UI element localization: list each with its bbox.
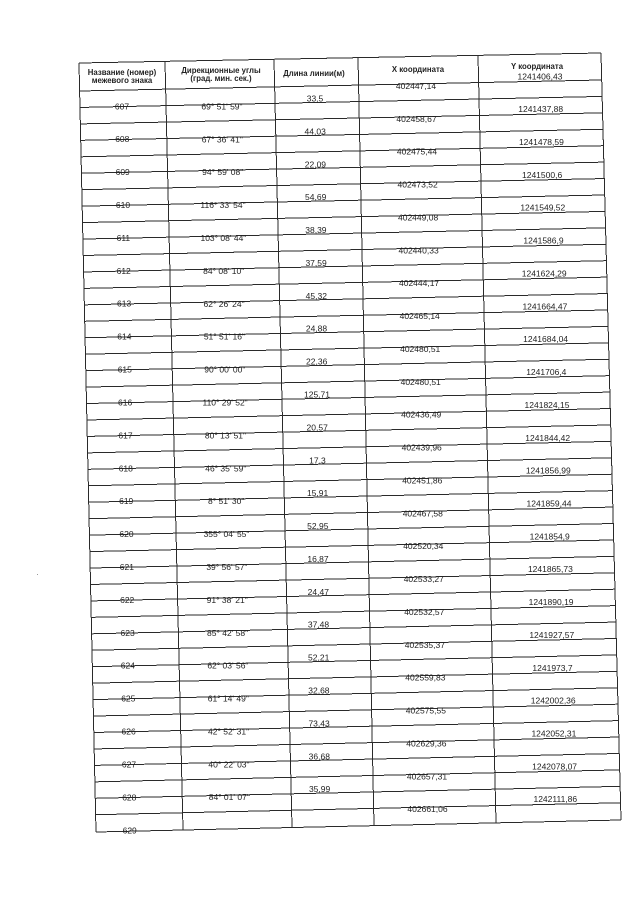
header-x-coordinate: X координата [391,65,445,74]
segment-angle-21: 40° 22' 03" [208,759,250,770]
point-y-616: 1241706,4 [526,367,567,377]
segment-length-12: 17,3 [309,455,326,466]
row-line-20 [87,409,610,420]
table-header [88,62,564,85]
point-x-620: 402467,58 [402,508,443,519]
segment-angle-19: 61° 14' 49" [207,693,249,704]
point-name-621: 621 [119,562,134,572]
segment-length-19: 32,68 [308,685,330,696]
scan-speck [37,574,38,575]
point-name-625: 625 [121,693,136,704]
point-x-627: 402629,36 [406,738,447,749]
point-name-607: 607 [114,101,130,112]
point-name-624: 624 [120,660,135,671]
segment-angle-1: 69° 51' 59" [201,101,243,112]
point-name-628: 628 [122,792,137,803]
segment-length-6: 37,59 [305,257,327,268]
point-x-624: 402535,37 [404,639,445,650]
point-x-612: 402440,33 [398,245,439,256]
header-divider [79,80,601,91]
row-line-16 [85,343,608,354]
row-line-12 [84,277,607,288]
header-name-line-2: межевого знака [91,76,153,85]
row-line-42 [95,770,620,782]
segment-angle-14: 355° 04' 55" [203,529,250,540]
point-name-617: 617 [118,430,133,441]
point-name-615: 615 [117,364,132,375]
row-line-8 [83,211,606,222]
point-y-629: 1242111,86 [533,794,578,805]
point-name-626: 626 [121,726,136,737]
point-name-608: 608 [115,134,130,145]
point-name-612: 612 [116,265,131,276]
segment-length-9: 22,36 [306,356,328,367]
point-y-611: 1241549,52 [520,202,566,213]
point-y-619: 1241856,99 [525,465,571,476]
segment-angle-10: 110° 29' 52" [202,397,248,408]
point-name-629: 629 [122,825,137,836]
row-line-44 [96,803,621,815]
segment-angle-3: 94° 59' 08" [202,167,244,178]
point-name-614: 614 [117,331,132,342]
segment-angle-9: 90° 00' 00" [204,364,246,375]
row-line-34 [92,638,616,650]
point-name-611: 611 [116,232,131,243]
segment-angle-2: 67° 36' 41" [201,134,243,145]
row-line-2 [80,113,602,124]
point-x-611: 402449,08 [398,212,439,223]
point-name-618: 618 [118,463,133,474]
point-y-613: 1241624,29 [521,268,567,279]
point-x-625: 402559,83 [405,672,446,683]
point-y-609: 1241478,59 [518,137,564,147]
header-length: Длина линии(м) [283,69,345,78]
segment-angle-4: 116° 33' 54" [200,200,246,211]
point-x-616: 402480,51 [400,376,441,387]
segment-angle-18: 62° 03' 56" [207,660,249,671]
segment-length-16: 24,47 [307,586,329,597]
row-line-32 [91,606,615,618]
point-x-615: 402480,51 [400,343,441,354]
segment-length-8: 24,88 [305,323,328,334]
segment-angle-20: 42° 52' 31" [208,726,250,737]
segment-length-7: 45,32 [305,290,327,301]
point-y-626: 1242002,36 [530,695,576,706]
point-y-623: 1241890,19 [528,597,574,608]
point-name-620: 620 [119,529,134,540]
point-y-621: 1241854,9 [529,531,570,542]
row-line-30 [91,573,615,585]
point-y-618: 1241844,42 [525,432,571,443]
row-line-18 [86,376,609,387]
point-y-617: 1241824,15 [524,399,570,410]
point-x-618: 402439,96 [401,442,442,453]
point-y-610: 1241500,6 [522,169,563,180]
point-name-609: 609 [115,167,130,178]
point-y-612: 1241586,9 [523,235,564,246]
point-name-616: 616 [118,397,133,408]
point-x-613: 402444,17 [399,278,440,289]
segment-length-11: 20,57 [306,422,328,433]
point-y-628: 1242078,07 [532,761,578,772]
segment-length-5: 38,39 [305,225,327,235]
row-line-40 [94,737,619,749]
point-y-622: 1241865,73 [527,564,573,575]
segment-length-22: 35,99 [308,784,331,795]
point-x-609: 402475,44 [396,146,438,157]
point-x-617: 402436,49 [401,409,442,420]
row-line-24 [88,474,612,486]
point-x-622: 402533,27 [403,574,444,584]
point-x-629: 402661,06 [407,804,448,815]
segment-angle-7: 62° 26' 24" [203,298,245,309]
row-line-10 [83,244,606,255]
segment-length-20: 73,43 [308,718,330,729]
segment-angle-16: 91° 38' 21" [206,594,248,605]
column-line-0 [79,63,96,832]
point-x-623: 402532,57 [404,606,445,617]
point-y-624: 1241927,57 [529,629,575,640]
point-name-627: 627 [121,759,137,770]
point-name-619: 619 [119,496,134,507]
segment-angle-5: 103° 08' 44" [200,233,247,243]
point-x-608: 402458,67 [396,113,437,124]
segment-angle-6: 84° 08' 10" [203,265,245,276]
point-name-622: 622 [120,594,135,605]
point-name-613: 613 [117,298,132,309]
table-body [115,71,577,835]
segment-angle-8: 51° 51' 16" [203,331,245,342]
point-y-625: 1241973,7 [532,662,573,673]
point-name-610: 610 [115,200,131,210]
segment-angle-13: 8° 51' 30" [207,496,245,507]
segment-length-2: 44,03 [304,126,326,137]
segment-angle-22: 84° 01' 07" [208,792,250,803]
point-y-608: 1241437,88 [518,104,564,115]
header-angle-line-2: (град. мин. сек.) [190,74,252,83]
segment-length-21: 36,68 [308,751,330,762]
row-line-26 [89,507,613,519]
point-x-628: 402657,31 [406,771,448,782]
table-bottom-border [96,820,621,832]
segment-length-3: 22,09 [304,159,327,170]
row-line-14 [85,310,608,321]
segment-length-18: 52,21 [308,652,330,663]
segment-angle-17: 85° 42' 58" [207,627,249,638]
point-y-620: 1241859,44 [526,498,572,509]
point-y-614: 1241664,47 [522,301,568,312]
segment-length-4: 54,69 [305,192,327,203]
segment-length-17: 37,48 [307,619,330,630]
header-y-coordinate: Y координата [510,62,564,71]
segment-length-15: 16,87 [307,553,329,564]
segment-length-1: 33,5 [306,93,324,104]
point-x-619: 402451,86 [402,475,443,486]
header-angle-line-1: Дирекционные углы [181,66,261,75]
header-name-line-1: Название (номер) [87,68,157,77]
row-line-22 [88,441,612,452]
point-name-623: 623 [120,627,135,638]
point-y-607: 1241406,43 [517,71,563,82]
row-line-38 [93,704,618,716]
point-y-627: 1242052,31 [531,728,577,739]
segment-length-13: 15,91 [306,488,329,499]
segment-length-14: 52,95 [307,521,329,531]
segment-angle-11: 80° 13' 51" [204,430,247,441]
point-y-615: 1241684,04 [523,334,569,345]
point-x-614: 402465,14 [399,311,440,321]
point-x-626: 402575,55 [405,705,446,716]
row-line-36 [93,671,617,683]
segment-angle-12: 46° 35' 59" [205,463,247,474]
row-line-4 [81,146,603,157]
point-x-607: 402447,14 [395,80,437,91]
row-line-6 [82,179,604,190]
segment-length-10: 125,71 [304,389,330,400]
row-line-28 [90,540,614,552]
point-x-621: 402520,34 [403,541,444,552]
segment-angle-15: 39° 56' 57" [206,562,248,572]
point-x-610: 402473,52 [397,179,438,190]
